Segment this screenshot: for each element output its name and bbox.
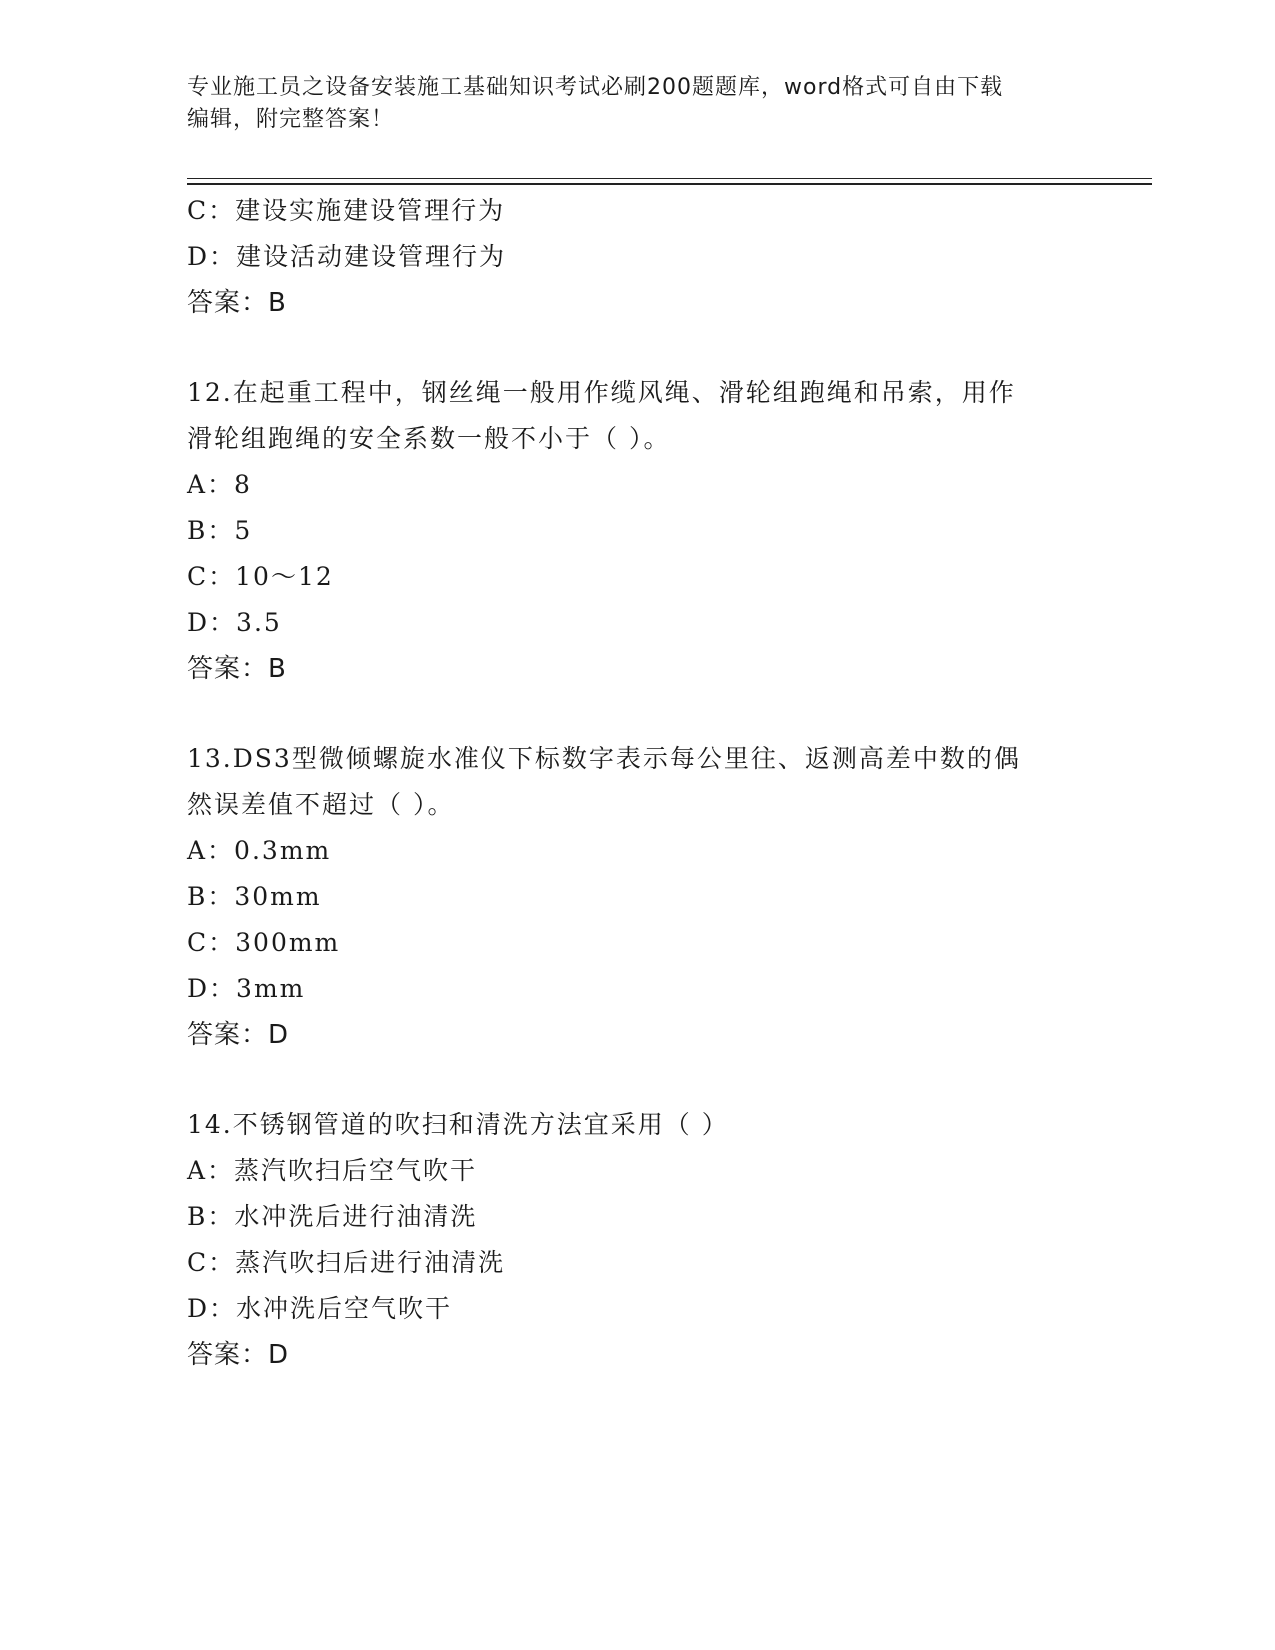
option-a: A：0.3mm xyxy=(187,836,332,865)
header-divider-thin xyxy=(187,178,1152,179)
answer: 答案：B xyxy=(187,288,287,318)
header-divider-thick xyxy=(187,183,1152,185)
option-d: D：3mm xyxy=(187,974,306,1003)
question-11 xyxy=(187,188,1087,326)
spacer xyxy=(187,692,1087,736)
question-list xyxy=(187,188,1087,1378)
option-a: A：8 xyxy=(187,470,252,499)
document-header xyxy=(187,72,1067,136)
header-line-2: 编辑，附完整答案！ xyxy=(187,107,395,132)
option-d: D：水冲洗后空气吹干 xyxy=(187,1294,453,1323)
option-d: D：3.5 xyxy=(187,608,282,637)
question-stem: 滑轮组跑绳的安全系数一般不小于（ ）。 xyxy=(187,424,671,453)
answer: 答案：B xyxy=(187,654,287,684)
option-c: C：建设实施建设管理行为 xyxy=(187,196,506,225)
spacer xyxy=(187,326,1087,370)
answer: 答案：D xyxy=(187,1020,290,1050)
option-c: C：10～12 xyxy=(187,562,334,591)
option-b: B：5 xyxy=(187,516,253,545)
option-a: A：蒸汽吹扫后空气吹干 xyxy=(187,1156,478,1185)
answer: 答案：D xyxy=(187,1340,290,1370)
question-stem: 然误差值不超过（ ）。 xyxy=(187,790,455,819)
option-c: C：蒸汽吹扫后进行油清洗 xyxy=(187,1248,506,1277)
option-b: B：水冲洗后进行油清洗 xyxy=(187,1202,478,1231)
spacer xyxy=(187,1058,1087,1102)
question-12 xyxy=(187,370,1087,692)
header-line-1: 专业施工员之设备安装施工基础知识考试必刷200题题库，word格式可自由下载 xyxy=(187,75,1004,100)
option-d: D：建设活动建设管理行为 xyxy=(187,242,507,271)
question-stem: 13.DS3型微倾螺旋水准仪下标数字表示每公里往、返测高差中数的偶 xyxy=(187,744,1021,773)
question-stem: 12.在起重工程中，钢丝绳一般用作缆风绳、滑轮组跑绳和吊索，用作 xyxy=(187,378,1016,407)
question-14 xyxy=(187,1102,1087,1378)
question-stem: 14.不锈钢管道的吹扫和清洗方法宜采用（ ） xyxy=(187,1110,729,1139)
question-13 xyxy=(187,736,1087,1058)
option-b: B：30mm xyxy=(187,882,322,911)
option-c: C：300mm xyxy=(187,928,341,957)
